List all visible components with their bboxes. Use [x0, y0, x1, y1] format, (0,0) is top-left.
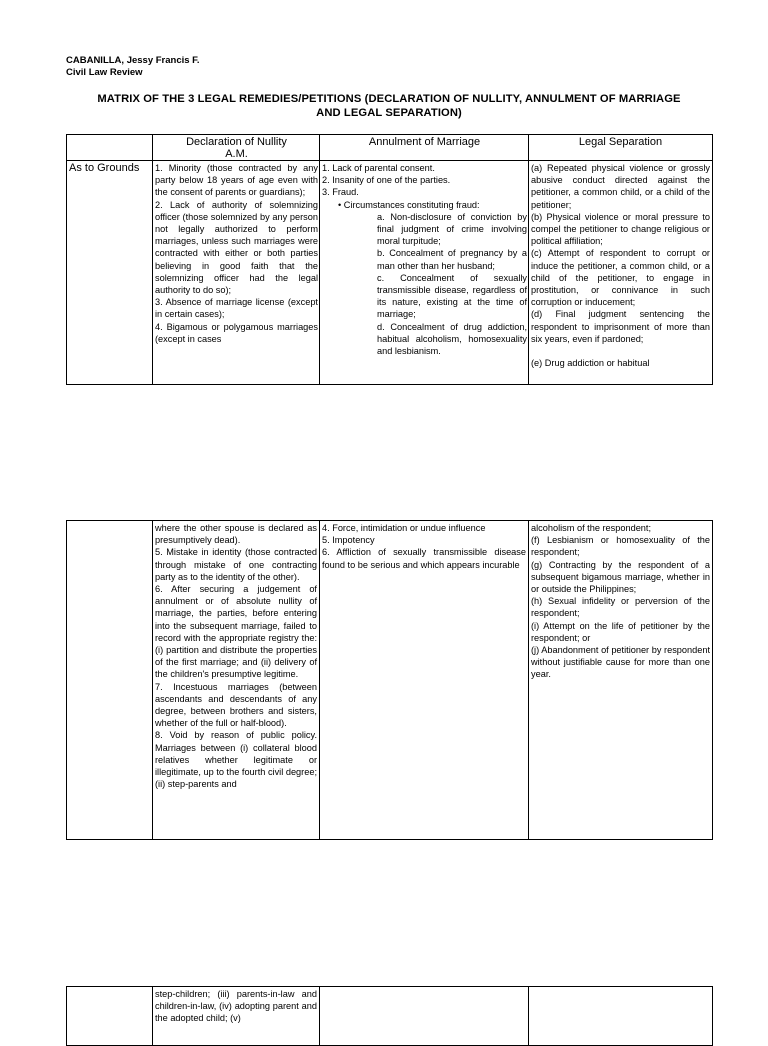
list-item: 5. Impotency: [322, 535, 375, 546]
nullity-grounds-cell-continued-2: [155, 988, 317, 1025]
matrix-table-page-2: [66, 520, 713, 840]
list-item: 3. Fraud.: [322, 187, 359, 198]
header-nullity-line-2: A.M.: [225, 148, 248, 160]
table-header-row: [67, 135, 712, 161]
header-nullity-line-1: Declaration of Nullity: [186, 136, 287, 148]
list-item: 6. After securing a judgement of annulment or of absolute nullity of marriage, the parties, before entering into the subsequent marriage, failed to record with the appropriate registry the: (i) partition and distribute the properties of the first marriage; and (ii) delivery of the children's presumptive legitime.: [155, 584, 317, 680]
list-item: 3. Absence of marriage license (except in certain cases);: [155, 297, 318, 320]
title-line-1: MATRIX OF THE 3 LEGAL REMEDIES/PETITIONS (DECLARATION OF NULLITY, ANNULMENT OF MARRIAGE: [97, 93, 681, 105]
nullity-grounds-cell: [155, 162, 318, 345]
header-annulment-of-marriage: Annulment of Marriage: [368, 136, 481, 148]
matrix-table-page-1: [66, 134, 713, 385]
annulment-grounds-cell: [322, 162, 527, 357]
list-item: 8. Void by reason of public policy. Marriages between (i) collateral blood relatives whether legitimate or illegitimate, up to the fourth civil degree; (ii) step-parents and: [155, 730, 317, 790]
list-item: c. Concealment of sexually transmissible disease, regardless of its nature, existing at the time of marriage;: [377, 272, 527, 320]
list-item: d. Concealment of drug addiction, habitual alcoholism, homosexuality and lesbianism.: [377, 321, 527, 357]
nullity-grounds-cell-continued: [155, 522, 317, 790]
list-item: 6. Affliction of sexually transmissible disease found to be serious and which appears incurable: [322, 547, 526, 570]
list-item: 4. Force, intimidation or undue influence: [322, 523, 486, 533]
title-line-2: AND LEGAL SEPARATION): [316, 107, 462, 119]
list-item: 4. Bigamous or polygamous marriages (except in cases: [155, 321, 318, 344]
header-declaration-of-nullity: [153, 135, 320, 160]
separation-grounds-cell: [531, 162, 710, 369]
list-item: 5. Mistake in identity (those contracted through mistake of one contracting party as to the identity of the other).: [155, 547, 317, 582]
list-item: 7. Incestuous marriages (between ascendants and descendants of any degree, between brothers and sisters, whether of the full or half-blood).: [155, 681, 317, 729]
list-item: 2. Insanity of one of the parties.: [322, 175, 451, 186]
row-label-grounds: As to Grounds: [69, 162, 140, 174]
list-item: where the other spouse is declared as presumptively dead).: [155, 523, 317, 546]
list-item: (d) Final judgment sentencing the respondent to imprisonment of more than six years, even if pardoned;: [531, 309, 710, 344]
header-legal-separation: Legal Separation: [578, 136, 663, 148]
list-item: b. Concealment of pregnancy by a man other than her husband;: [377, 248, 527, 271]
list-item: (b) Physical violence or moral pressure to compel the petitioner to change religious or political affiliation;: [531, 211, 710, 247]
separation-grounds-cell-continued: [531, 522, 710, 681]
list-item: step-children; (iii) parents-in-law and children-in-law, (iv) adopting parent and the adopted child; (v): [155, 989, 317, 1024]
page-title: [66, 92, 712, 120]
fraud-bullet: • Circumstances constituting fraud:: [338, 199, 480, 210]
course-name: Civil Law Review: [66, 67, 143, 78]
list-item: 2. Lack of authority of solemnizing officer (those solemnized by any person not legally authorized to perform marriages, unless such marriages were contracted with either or both parties believing in good faith that the solemnizing officer had the legal authority to do so);: [155, 199, 318, 296]
list-item: (a) Repeated physical violence or grossly abusive conduct directed against the petitioner, a common child, or a child of the petitioner;: [531, 163, 710, 210]
list-item: (f) Lesbianism or homosexuality of the respondent;: [531, 535, 710, 558]
matrix-table-page-3: [66, 986, 713, 1046]
author-name: CABANILLA, Jessy Francis F.: [66, 55, 200, 66]
list-item: (c) Attempt of respondent to corrupt or induce the petitioner, a common child, or a child of the petitioner, to engage in prostitution, or connivance in such corruption or inducement;: [531, 248, 710, 308]
list-item: 1. Lack of parental consent.: [322, 163, 435, 173]
list-item: 1. Minority (those contracted by any party below 18 years of age even with the consent of parents or guardians);: [155, 163, 318, 198]
list-item: (e) Drug addiction or habitual: [531, 358, 650, 369]
list-item: a. Non-disclosure of conviction by final judgment of crime involving moral turpitude;: [377, 211, 527, 247]
list-item: (i) Attempt on the life of petitioner by the respondent; or: [531, 620, 710, 643]
list-item: alcoholism of the respondent;: [531, 523, 652, 533]
list-item: (j) Abandonment of petitioner by respondent without justifiable cause for more than one year.: [531, 645, 710, 680]
list-item: (g) Contracting by the respondent of a subsequent bigamous marriage, whether in or outside the Philippines;: [531, 559, 710, 595]
list-item: (h) Sexual infidelity or perversion of the respondent;: [531, 596, 710, 619]
annulment-grounds-cell-continued: [322, 522, 526, 571]
